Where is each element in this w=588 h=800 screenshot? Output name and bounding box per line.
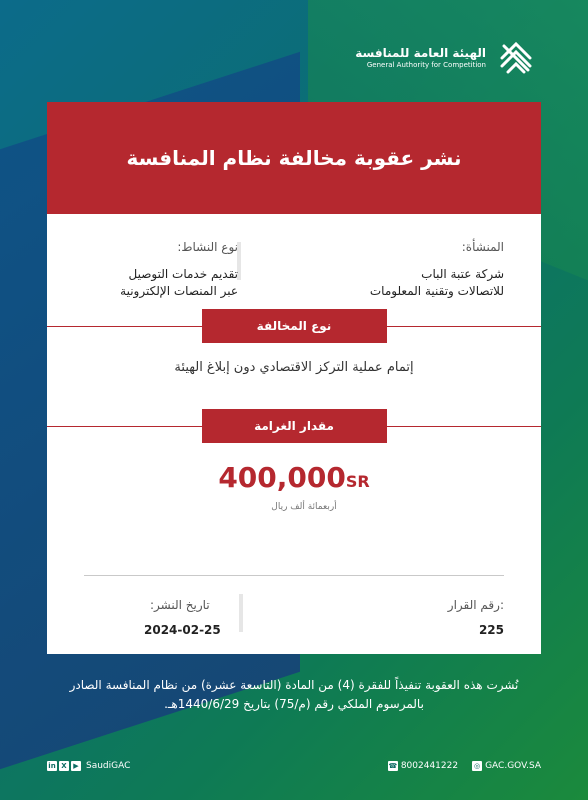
publish-date: 2024-02-25 — [144, 623, 221, 637]
fine-amount-words: أربعمائة ألف ريال — [271, 502, 337, 512]
fine-amount-block — [47, 443, 541, 512]
x-icon[interactable]: X — [59, 761, 69, 771]
globe-icon: ◎ — [474, 762, 481, 770]
logo-english-name: General Authority for Competition — [366, 60, 486, 69]
entity-activity-row — [47, 214, 541, 309]
fine-band — [47, 409, 541, 443]
gac-logo-icon — [494, 36, 538, 80]
decision-label: رقم القرار: — [447, 598, 504, 612]
phone-icon: ☎ — [388, 762, 398, 770]
entity-name-line1: شركة عتبة الباب — [421, 267, 504, 281]
entity-block — [370, 240, 504, 300]
phone-number: 8002441222 — [400, 761, 459, 771]
activity-line1: تقديم خدمات التوصيل — [128, 267, 238, 281]
social-handle[interactable]: SaudiGAC — [86, 761, 131, 771]
social-links — [47, 761, 130, 771]
publish-date-label: تاريخ النشر: — [150, 598, 210, 612]
legal-footnote: نُشرت هذه العقوبة تنفيذاً للفقرة (4) من المادة (التاسعة عشرة) من نظام المنافسة الصادر بالمرسوم الملكي رقم (م/75) بتاريخ 1440/6/29هـ. — [69, 678, 519, 711]
fine-currency: SR — [345, 472, 370, 491]
violation-label: نوع المخالفة — [202, 309, 387, 343]
penalty-card — [47, 102, 541, 654]
entity-label: المنشأة: — [461, 240, 504, 254]
decision-number: 225 — [478, 623, 504, 637]
logo-arabic-name: الهيئة العامة للمنافسة — [355, 46, 486, 61]
column-divider — [239, 594, 243, 632]
website-link[interactable] — [472, 761, 541, 771]
activity-block — [120, 240, 238, 300]
fine-amount — [47, 461, 541, 494]
footer — [47, 761, 541, 777]
gac-logo — [355, 36, 538, 80]
fine-amount-value: 400,000 — [218, 461, 346, 494]
entity-name-line2: للاتصالات وتقنية المعلومات — [369, 283, 504, 298]
linkedin-icon[interactable]: in — [48, 762, 56, 770]
youtube-icon[interactable]: ▶ — [71, 761, 81, 771]
phone-contact[interactable] — [388, 761, 458, 771]
page-title: نشر عقوبة مخالفة نظام المنافسة — [47, 102, 541, 214]
violation-band — [47, 309, 541, 343]
section-divider — [84, 575, 504, 576]
website-url: GAC.GOV.SA — [485, 761, 541, 771]
activity-line2: عبر المنصات الإلكترونية — [120, 283, 238, 298]
fine-label: مقدار الغرامة — [202, 409, 387, 443]
contact-links — [388, 761, 541, 771]
activity-label: نوع النشاط: — [177, 240, 238, 254]
violation-text: إتمام عملية التركز الاقتصادي دون إبلاغ الهيئة — [174, 360, 414, 375]
